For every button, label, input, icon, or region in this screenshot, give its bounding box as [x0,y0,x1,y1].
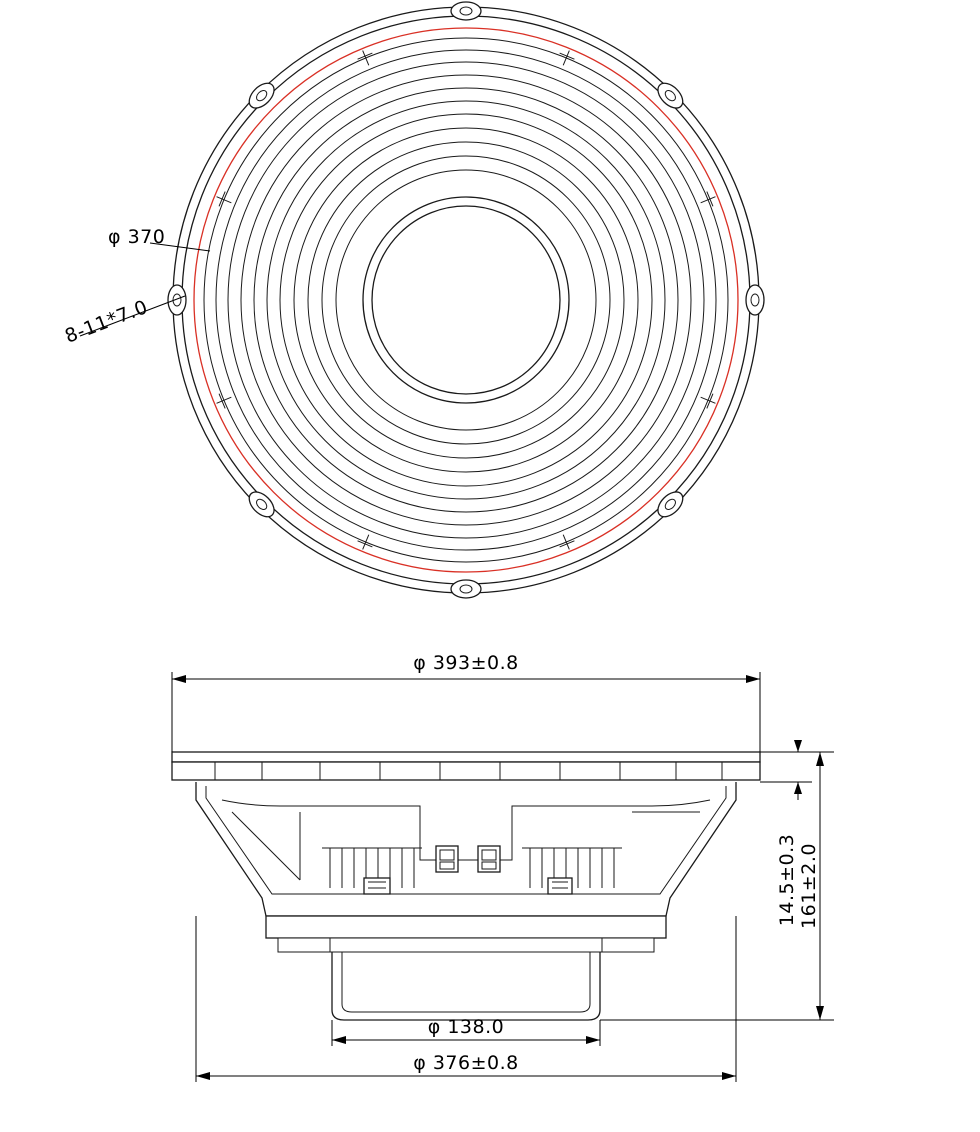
dim-label-flange-thickness: 14.5±0.3 [776,833,798,927]
basket-profile [196,782,736,916]
bolt-circle-label: φ 370 [108,226,166,248]
dim-label-outer-flange: φ 393±0.8 [413,652,519,674]
dim-label-magnet-diameter: φ 138.0 [427,1016,505,1038]
bolt-circle-callout [108,226,210,251]
dim-label-baffle-cut: φ 376±0.8 [413,1052,519,1074]
dust-cap-inner [372,206,560,394]
mounting-holes [168,2,764,598]
terminals [364,846,572,894]
mounting-flange [172,752,760,780]
dust-cap-outer [363,197,569,403]
bolt-circle-reference [194,28,738,572]
dim-label-overall-depth: 161±2.0 [798,843,820,929]
hole-pattern-label: 8-11*7.0 [61,296,151,348]
front-view [62,2,764,598]
dim-outer-flange-diameter [172,652,760,752]
cone-rings [204,38,728,562]
magnet-assembly [266,916,666,1020]
hole-pattern-callout [62,296,185,348]
section-view [172,652,834,1082]
